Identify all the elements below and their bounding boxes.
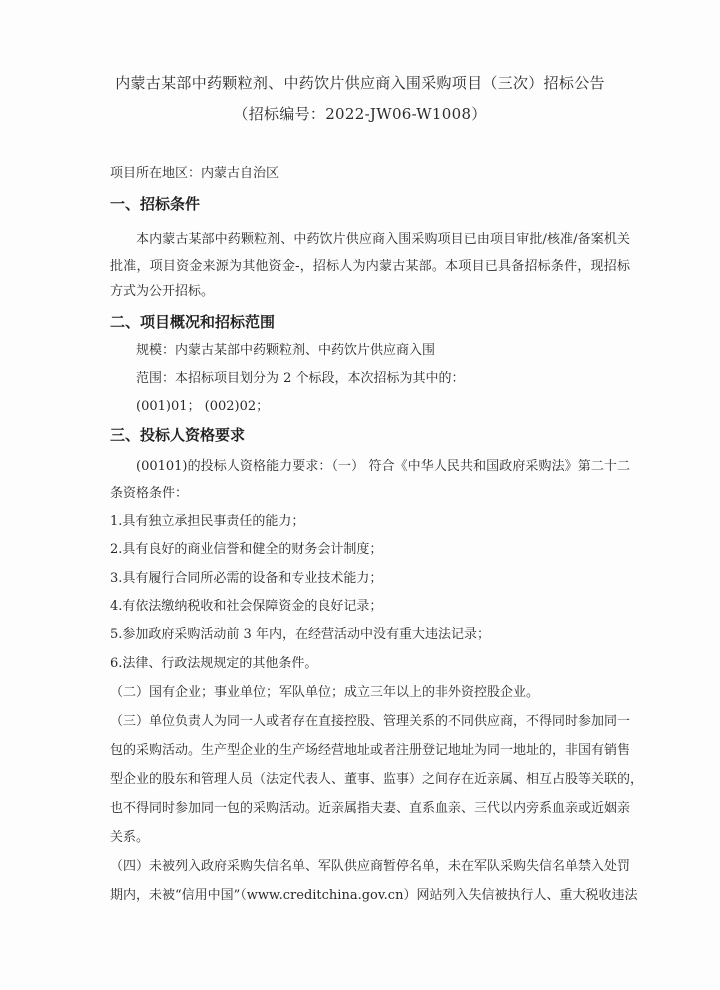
list-item: 5.参加政府采购活动前 3 年内，在经营活动中没有重大违法记录；	[110, 627, 490, 642]
document-title: 内蒙古某部中药颗粒剂、中药饮片供应商入围采购项目（三次）招标公告	[115, 74, 605, 92]
tender-number: （招标编号：2022-JW06-W1008）	[233, 105, 487, 123]
project-scale: 规模：内蒙古某部中药颗粒剂、中药饮片供应商入围	[136, 343, 436, 358]
lot-list: (001)01； (002)02；	[136, 399, 270, 414]
project-region: 项目所在地区：内蒙古自治区	[110, 166, 280, 181]
section-heading-2: 二、项目概况和招标范围	[110, 313, 276, 331]
list-item: 1.具有独立承担民事责任的能力；	[110, 514, 305, 529]
paragraph-line: 方式为公开招标。	[110, 284, 215, 299]
list-item: 3.具有履行合同所必需的设备和专业技术能力；	[110, 571, 383, 586]
qualification-intro: (00101)的投标人资格能力要求：（一） 符合《中华人民共和国政府采购法》第二十二	[136, 459, 630, 474]
project-scope: 范围：本招标项目划分为 2 个标段，本次招标为其中的：	[136, 371, 465, 386]
section-heading-3: 三、投标人资格要求	[110, 426, 246, 444]
paragraph-line: 型企业的股东和管理人员（法定代表人、董事、监事）之间存在近亲属、相互占股等关联的，	[110, 772, 644, 787]
qualification-intro-cont: 条资格条件：	[110, 486, 189, 501]
paragraph-line: 本内蒙古某部中药颗粒剂、中药饮片供应商入围采购项目已由项目审批/核准/备案机关	[136, 232, 630, 247]
list-item: 6.法律、行政法规规定的其他条件。	[110, 656, 318, 671]
section-heading-1: 一、招标条件	[110, 195, 201, 213]
paragraph-line: （二）国有企业；事业单位；军队单位；成立三年以上的非外资控股企业。	[110, 685, 540, 700]
paragraph-line: 也不得同时参加同一包的采购活动。近亲属指夫妻、直系血亲、三代以内旁系血亲或近姻亲	[110, 801, 631, 816]
paragraph-line: 批准，项目资金来源为其他资金-，招标人为内蒙古某部。本项目已具备招标条件，现招标	[110, 259, 630, 274]
paragraph-line: （三）单位负责人为同一人或者存在直接控股、管理关系的不同供应商，不得同时参加同一	[110, 714, 631, 729]
paragraph-line: （四）未被列入政府采购失信名单、军队供应商暂停名单，未在军队采购失信名单禁入处罚	[110, 859, 631, 874]
list-item: 4.有依法缴纳税收和社会保障资金的良好记录；	[110, 599, 383, 614]
paragraph-line: 包的采购活动。生产型企业的生产场经营地址或者注册登记地址为同一地址的，非国有销售	[110, 743, 631, 758]
paragraph-line: 关系。	[110, 830, 150, 845]
paragraph-line: 期内，未被“信用中国”（www.creditchina.gov.cn）网站列入失信被执行人、重大税收违法	[110, 888, 638, 903]
list-item: 2.具有良好的商业信誉和健全的财务会计制度；	[110, 542, 383, 557]
